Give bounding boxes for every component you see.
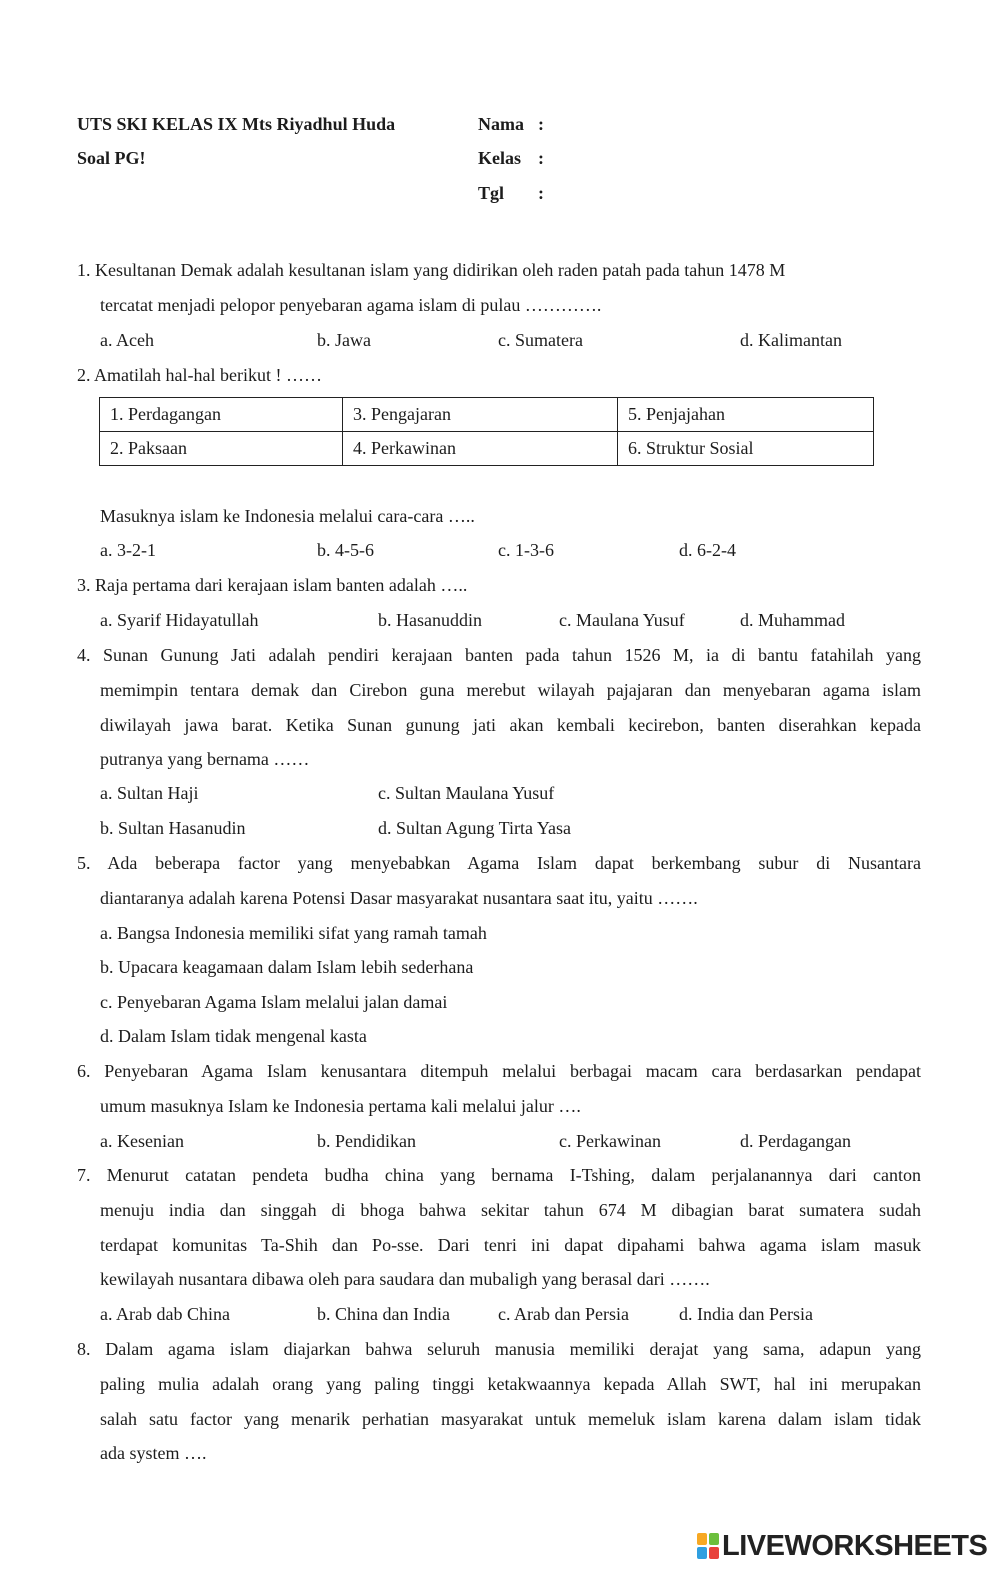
question-5-option-a: a. Bangsa Indonesia memiliki sifat yang ramah tamah [100,923,487,943]
question-7-line-4: kewilayah nusantara dibawa oleh para saudara dan mubaligh yang berasal dari ……. [100,1269,710,1289]
question-7-option-b: b. China dan India [317,1304,450,1324]
logo-square-orange [697,1533,707,1545]
name-colon: : [538,114,544,134]
table-cell: 5. Penjajahan [618,398,874,432]
question-8-line-2: paling mulia adalah orang yang paling tinggi ketakwaannya kepada Allah SWT, hal ini merupakan [100,1374,921,1394]
logo-square-green [709,1533,719,1545]
table-cell: 1. Perdagangan [100,398,343,432]
question-7-line-2: menuju india dan singgah di bhoga bahwa sekitar tahun 674 M dibagian barat sumatera sudah [100,1200,921,1220]
table-cell: 6. Struktur Sosial [618,432,874,466]
date-label: Tgl [478,183,505,203]
question-2-option-a: a. 3-2-1 [100,540,156,560]
table-cell: 4. Perkawinan [343,432,618,466]
question-2-option-c: c. 1-3-6 [498,540,554,560]
question-4-line-2: memimpin tentara demak dan Cirebon guna merebut wilayah pajajaran dan menyebaran agama islam [100,680,921,700]
question-7-option-d: d. India dan Persia [679,1304,813,1324]
methods-table [99,397,874,466]
question-3-option-a: a. Syarif Hidayatullah [100,610,259,630]
question-6-line-2: umum masuknya Islam ke Indonesia pertama kali melalui jalur …. [100,1096,581,1116]
question-6-option-c: c. Perkawinan [559,1131,661,1151]
liveworksheets-logo [697,1531,987,1561]
question-7-option-a: a. Arab dab China [100,1304,230,1324]
question-8-line-1: 8. Dalam agama islam diajarkan bahwa seluruh manusia memiliki derajat yang sama, adapun yang [77,1339,921,1359]
liveworksheets-brand-text: LIVEWORKSHEETS [722,1530,988,1562]
question-7-line-1: 7. Menurut catatan pendeta budha china yang bernama I-Tshing, dalam perjalanannya dari canton [77,1165,921,1185]
question-5-option-d: d. Dalam Islam tidak mengenal kasta [100,1026,367,1046]
question-5-line-2: diantaranya adalah karena Potensi Dasar masyarakat nusantara saat itu, yaitu ……. [100,888,698,908]
question-2-option-b: b. 4-5-6 [317,540,374,560]
table-cell: 2. Paksaan [100,432,343,466]
question-7-line-3: terdapat komunitas Ta-Shih dan Po-sse. Dari tenri ini dapat dipahami bahwa agama islam masuk [100,1235,921,1255]
question-2-option-d: d. 6-2-4 [679,540,736,560]
question-4-option-b: b. Sultan Hasanudin [100,818,246,838]
logo-square-blue [697,1547,707,1559]
liveworksheets-logo-icon [697,1533,719,1559]
question-1-option-b: b. Jawa [317,330,371,350]
name-label: Nama [478,114,524,134]
question-8-line-3: salah satu factor yang menarik perhatian masyarakat untuk memeluk islam karena dalam islam tidak [100,1409,921,1429]
question-7-option-c: c. Arab dan Persia [498,1304,629,1324]
question-2-intro: 2. Amatilah hal-hal berikut ! …… [77,365,322,385]
question-1-option-a: a. Aceh [100,330,154,350]
question-4-option-c: c. Sultan Maulana Yusuf [378,783,555,803]
exam-title: UTS SKI KELAS IX Mts Riyadhul Huda [77,114,396,134]
question-5-option-c: c. Penyebaran Agama Islam melalui jalan damai [100,992,448,1012]
question-4-line-4: putranya yang bernama …… [100,749,310,769]
class-colon: : [538,148,544,168]
table-row [100,432,874,466]
question-1-line-1: 1. Kesultanan Demak adalah kesultanan islam yang didirikan oleh raden patah pada tahun 1478 M [77,260,786,280]
question-6-option-b: b. Pendidikan [317,1131,416,1151]
question-4-line-3: diwilayah jawa barat. Ketika Sunan gunung jati akan kembali kecirebon, banten diserahkan kepada [100,715,921,735]
table-row [100,398,874,432]
question-4-line-1: 4. Sunan Gunung Jati adalah pendiri kerajaan banten pada tahun 1526 M, ia di bantu fatahilah yang [77,645,921,665]
question-3-option-d: d. Muhammad [740,610,845,630]
question-5-line-1: 5. Ada beberapa factor yang menyebabkan Agama Islam dapat berkembang subur di Nusantara [77,853,921,873]
question-1-line-2: tercatat menjadi pelopor penyebaran agama islam di pulau …………. [100,295,602,315]
question-3-option-c: c. Maulana Yusuf [559,610,685,630]
question-8-line-4: ada system …. [100,1443,207,1463]
question-6-line-1: 6. Penyebaran Agama Islam kenusantara ditempuh melalui berbagai macam cara berdasarkan pendapat [77,1061,921,1081]
question-3-line: 3. Raja pertama dari kerajaan islam banten adalah ….. [77,575,468,595]
question-6-option-d: d. Perdagangan [740,1131,851,1151]
class-label: Kelas [478,148,521,168]
question-4-option-d: d. Sultan Agung Tirta Yasa [378,818,572,838]
question-1-option-d: d. Kalimantan [740,330,842,350]
exam-subtitle: Soal PG! [77,148,146,168]
question-5-option-b: b. Upacara keagamaan dalam Islam lebih sederhana [100,957,474,977]
table-cell: 3. Pengajaran [343,398,618,432]
question-1-option-c: c. Sumatera [498,330,583,350]
question-3-option-b: b. Hasanuddin [378,610,482,630]
date-colon: : [538,183,544,203]
logo-square-red [709,1547,719,1559]
question-4-option-a: a. Sultan Haji [100,783,199,803]
question-2-text: Masuknya islam ke Indonesia melalui cara-cara ….. [100,506,475,526]
question-6-option-a: a. Kesenian [100,1131,184,1151]
